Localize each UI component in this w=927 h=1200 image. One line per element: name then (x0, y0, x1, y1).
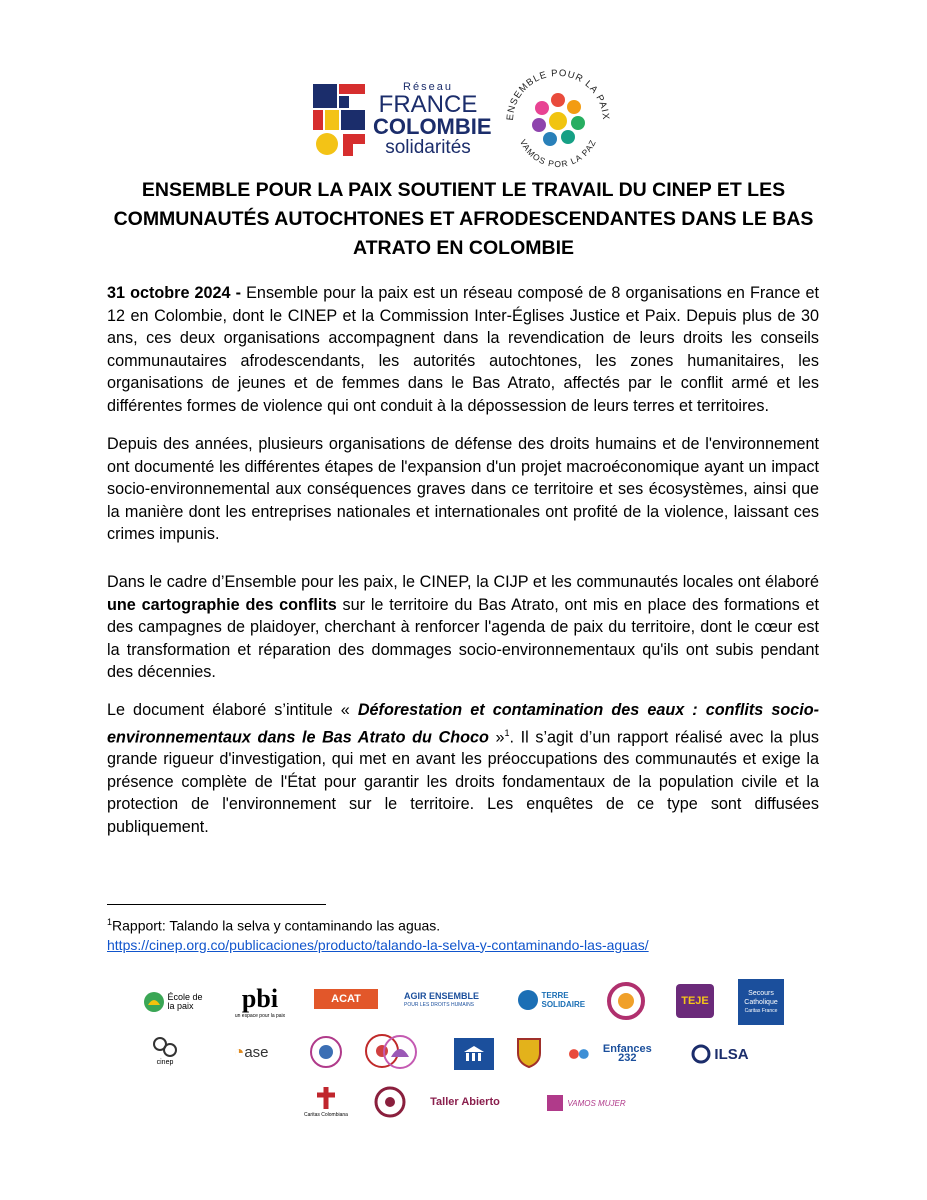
cinep-icon (152, 1036, 178, 1058)
footnote (107, 913, 827, 955)
rfcs-solidarites: solidarités (385, 137, 471, 158)
paragraph-2: Depuis des années, plusieurs organisations de défense des droits humains et de l'environnement ont documenté les différentes étapes de l'expansion d'un projet macroéconomique ayant un impact socio-environnemental aux conséquences graves dans ce territoire et ses écosystèmes, ainsi que la manière dont les entreprises nationales et internationales ont profité de la violence, laissant ces crimes impunis. (107, 435, 819, 543)
people-circle-icon (532, 93, 585, 146)
paragraph-1 (107, 282, 819, 417)
pbi-sub: un espace pour la paix (234, 1012, 286, 1019)
terre-label: TERRE SOLIDAIRE (541, 991, 586, 1009)
svg-text:VAMOS POR LA PAZ (518, 138, 598, 169)
paragraph-4-before: Le document élaboré s’intitule « (107, 701, 358, 719)
ilsa-label: ILSA (714, 1045, 749, 1063)
vamos-mujer-icon (546, 1094, 564, 1112)
footnote-link[interactable]: https://cinep.org.co/publicaciones/producto/talando-la-selva-y-contaminando-las-aguas/ (107, 936, 649, 953)
vamos-label: VAMOS MUJER (567, 1098, 626, 1108)
vamos-mujer-logo (534, 1090, 638, 1116)
footnote-number: 1 (107, 917, 113, 927)
cinep-logo (140, 1034, 190, 1068)
enfances-label: Enfances 232 (602, 1043, 652, 1064)
mision-icon (607, 982, 645, 1020)
shield-icon (516, 1035, 542, 1069)
footnote-text: Rapport: Talando la selva y contaminando las aguas. (112, 917, 441, 934)
partner-building-logo (454, 1038, 494, 1070)
enfances-232-logo (568, 1042, 662, 1066)
taller-label: Taller Abierto (430, 1095, 500, 1108)
secours-label: Secours Catholique (744, 989, 778, 1006)
rfcs-france: FRANCE (378, 91, 478, 118)
report-title: Déforestation et contamination des eaux : conflits socio-environnementaux dans le Bas Atrato du Choco (107, 701, 819, 746)
ecole-de-la-paix-logo (140, 985, 212, 1019)
building-icon (462, 1044, 486, 1064)
paragraph-3-before: Dans le cadre d’Ensemble pour les paix, le CINEP, la CIJP et les communautés locales ont élaboré (107, 573, 819, 591)
ilsa-icon (691, 1044, 711, 1064)
pbi-logo (228, 983, 292, 1023)
paragraph-3-after: sur le territoire du Bas Atrato, ont mis en place des formations et des campagnes de plaidoyer, cherchant à renforcer l'agenda de paix du territoire, dont le cœur est la transformation et réparation des dommages socio-environnementaux qu'ils ont subis pendant des décennies. (107, 595, 819, 681)
caritas-label: Caritas Colombiana (304, 1111, 348, 1118)
ccfd-icon (517, 989, 539, 1011)
acat-label: ACAT (331, 992, 361, 1005)
paragraph-3 (107, 571, 819, 684)
teje-logo (676, 984, 714, 1018)
ecole-paix-icon (143, 991, 165, 1013)
caritas-icon (313, 1085, 339, 1111)
taller-abierto-logo (428, 1088, 502, 1116)
rfcs-colombie: COLOMBIE (373, 114, 492, 139)
press-date: 31 octobre 2024 - (107, 284, 242, 302)
secours-sub: Caritas France (744, 1007, 778, 1014)
footnote-divider (107, 904, 326, 905)
rfcs-reseau: Réseau (403, 81, 453, 93)
ecole-label: École de la paix (167, 992, 203, 1011)
document-title: ENSEMBLE POUR LA PAIX SOUTIENT LE TRAVAIL DU CINEP ET LES COMMUNAUTÉS AUTOCHTONES ET AFRODESCENDANTES DANS LE BAS ATRATO EN COLOMBIE (113, 179, 814, 259)
ase-logo: ◔ ase (233, 1041, 269, 1062)
ccfd-terre-solidaire-logo (514, 987, 590, 1013)
footnote-ref[interactable]: 1 (504, 727, 510, 738)
caritas-colombiana-logo (302, 1082, 350, 1122)
pbi-label: pbi (241, 983, 279, 1013)
acat-logo (314, 989, 378, 1009)
partner-shield-logo (514, 1032, 544, 1072)
seal-icon (309, 1035, 343, 1069)
partner-round-logo (372, 1084, 408, 1120)
mision-logo (606, 981, 646, 1021)
paragraph-4 (107, 699, 819, 838)
epp-bottom-text: VAMOS POR LA PAZ (518, 137, 598, 170)
round-icon (374, 1086, 406, 1118)
ase-label: ase (244, 1043, 269, 1061)
paragraph-1-text: Ensemble pour la paix est un réseau composé de 8 organisations en France et 12 en Colombie, dont le CINEP et la Commission Inter-Églises Justice et Paix. Depuis plus de 30 ans, ces deux organisations accompagnent dans la revendication de leurs droits les conseils communautaires afrodescendants, les autorités autochtones, les zones humanitaires, les organisations de jeunes et de femmes dans le Bas Atrato, affectés par le conflit armé et les différentes formes de violence qui ont conduit à la dépossession de leurs terres et territoires. (107, 284, 819, 415)
agir-label: AGIR ENSEMBLE (404, 991, 480, 1001)
paragraph-4-after: . Il s’agit d’un rapport réalisé avec la plus grande rigueur d'investigation, qui met en avant les préoccupations des communautés et exige la présence complète de l'État pour garantir les droits fondamentaux de la population civile et la protection de l'environnement sur le territoire. Les enquêtes de ce type sont diffusées publiquement. (107, 727, 819, 836)
secours-catholique-logo (738, 979, 784, 1025)
children-icon (568, 1044, 590, 1064)
ensemble-pour-la-paix-logo (497, 60, 619, 182)
rfcs-mark-icon (313, 84, 367, 156)
agir-sub: POUR LES DROITS HUMAINS (404, 1002, 475, 1008)
epp-top-text: ENSEMBLE POUR LA PAIX (504, 67, 612, 121)
cinep-label: cinep (156, 1058, 174, 1066)
agir-ensemble-logo (404, 989, 498, 1013)
teje-label: TEJE (681, 994, 709, 1007)
ilsa-logo (686, 1040, 754, 1068)
partner-seal-logo (306, 1034, 346, 1070)
partner-dove-logo (380, 1032, 420, 1072)
rfcs-logo (313, 80, 492, 160)
paragraph-4-quote-close: » (488, 727, 505, 746)
dove-icon (381, 1033, 419, 1071)
paragraph-3-bold: une cartographie des conflits (107, 595, 337, 614)
